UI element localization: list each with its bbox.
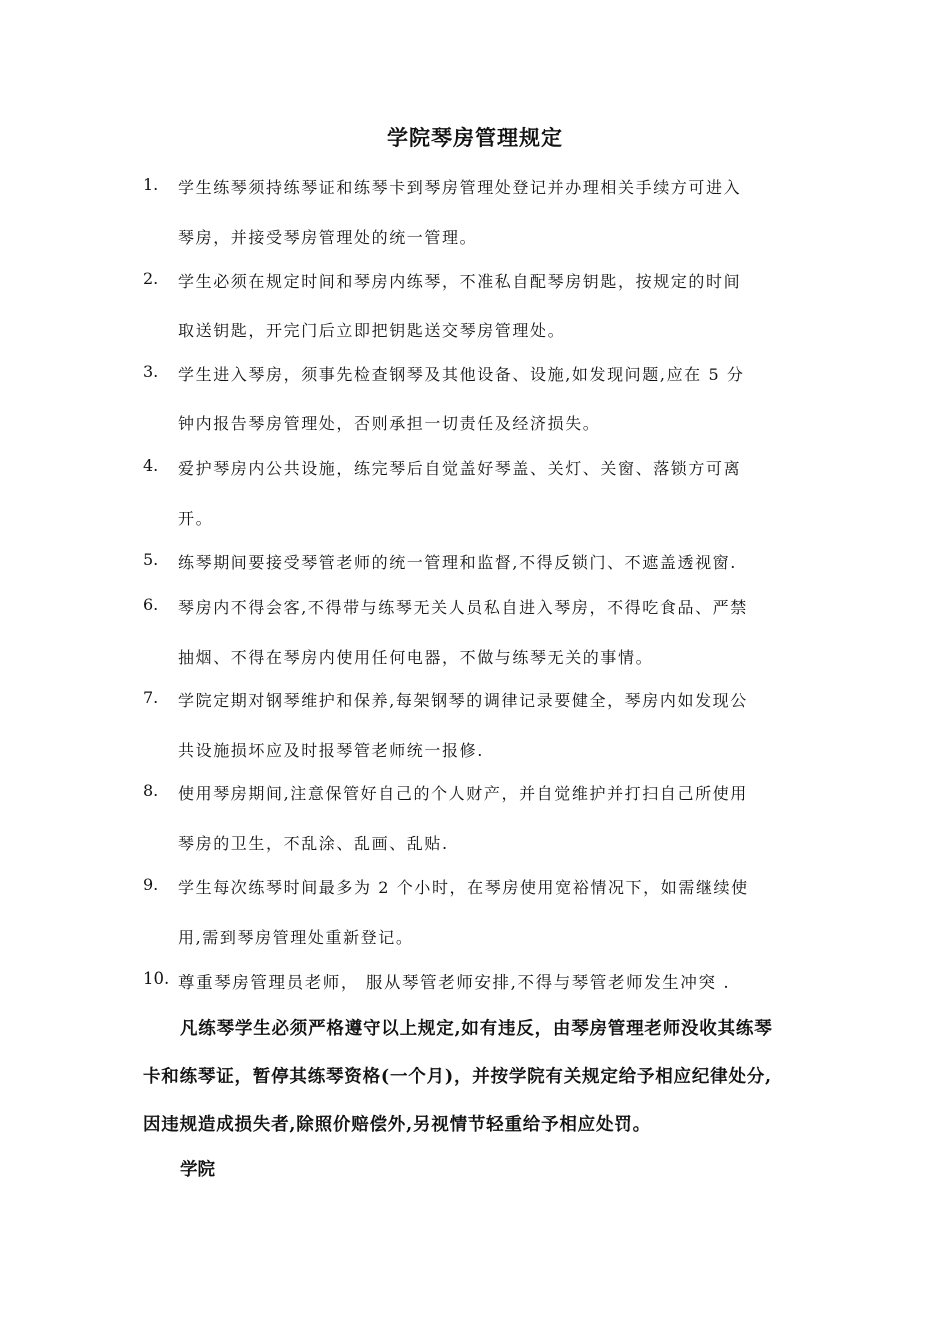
rule-text-line: 开。 [178,509,214,528]
rule-text-line: 学生必须在规定时间和琴房内练琴，不准私自配琴房钥匙，按规定的时间 [178,272,742,291]
rule-text-line: 学生练琴须持练琴证和练琴卡到琴房管理处登记并办理相关手续方可进入 [178,178,742,197]
rule-text-line: 学院定期对钢琴维护和保养,每架钢琴的调律记录要健全，琴房内如发现公 [178,691,748,710]
rule-text-line: 抽烟、不得在琴房内使用任何电器，不做与练琴无关的事情。 [178,648,654,667]
rule-number: 9. [143,875,159,894]
rule-number: 4. [143,456,159,475]
rule-number: 5. [143,550,159,569]
rule-text-line: 琴房，并接受琴房管理处的统一管理。 [178,228,478,247]
rule-number: 6. [143,595,159,614]
rule-text-line: 钟内报告琴房管理处，否则承担一切责任及经济损失。 [178,414,601,433]
rule-number: 8. [143,781,159,800]
rule-number: 7. [143,688,159,707]
rule-number: 2. [143,269,159,288]
rule-number: 10. [143,969,170,988]
rule-text-line: 学生每次练琴时间最多为 2 个小时，在琴房使用宽裕情况下，如需继续使 [178,878,749,897]
rule-text-line: 爱护琴房内公共设施，练完琴后自觉盖好琴盖、关灯、关窗、落锁方可离 [178,459,742,478]
rule-number: 3. [143,362,159,381]
notice-line: 凡练琴学生必须严格遵守以上规定,如有违反，由琴房管理老师没收其练琴 [180,1019,773,1039]
rule-text-line: 练琴期间要接受琴管老师的统一管理和监督,不得反锁门、不遮盖透视窗. [178,553,737,572]
rule-text-line: 尊重琴房管理员老师， 服从琴管老师安排,不得与琴管老师发生冲突 . [178,973,731,992]
rule-text-line: 取送钥匙，开完门后立即把钥匙送交琴房管理处。 [178,321,566,340]
rule-text-line: 用,需到琴房管理处重新登记。 [178,928,414,947]
notice-line: 因违规造成损失者,除照价赔偿外,另视情节轻重给予相应处罚。 [143,1115,651,1135]
signature: 学院 [180,1160,215,1180]
rule-text-line: 琴房的卫生，不乱涂、乱画、乱贴. [178,834,449,853]
rule-text-line: 使用琴房期间,注意保管好自己的个人财产，并自觉维护并打扫自己所使用 [178,784,748,803]
rule-text-line: 共设施损坏应及时报琴管老师统一报修. [178,741,484,760]
rule-text-line: 琴房内不得会客,不得带与练琴无关人员私自进入琴房，不得吃食品、严禁 [178,598,748,617]
notice-line: 卡和练琴证，暂停其练琴资格(一个月)，并按学院有关规定给予相应纪律处分, [143,1067,772,1087]
rule-text-line: 学生进入琴房，须事先检查钢琴及其他设备、设施,如发现问题,应在 5 分 [178,365,745,384]
rule-number: 1. [143,175,159,194]
document-title: 学院琴房管理规定 [387,125,563,150]
